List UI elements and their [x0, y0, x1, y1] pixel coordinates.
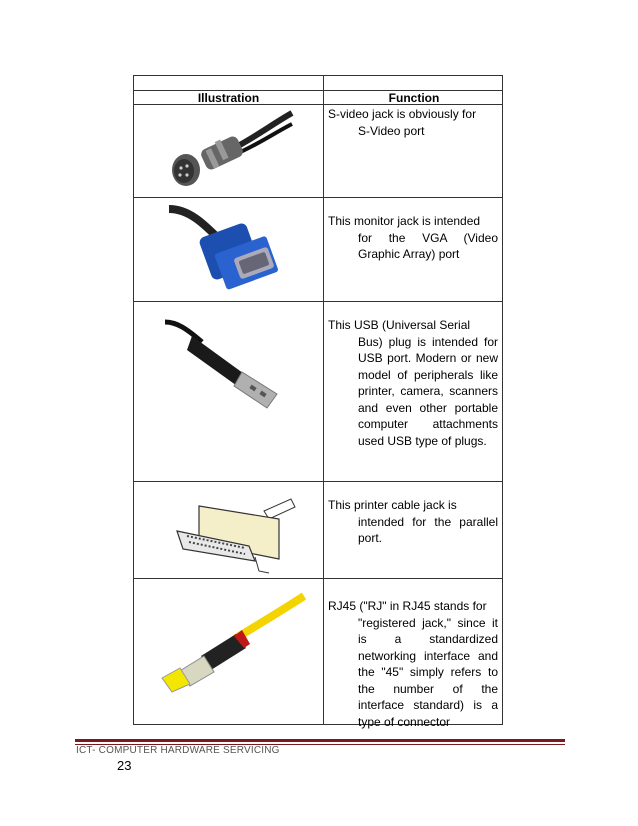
column-divider — [323, 76, 324, 724]
cable-function-table — [133, 75, 503, 729]
function-cell-usb: This USB (Universal Serial Bus) plug is intended for USB port. Modern or new model of peripherals like printer, camera, scanners and even other portable computer attachments used USB type of plugs. — [328, 318, 498, 448]
function-cell-svideo: S-video jack is obviously for S-Video port — [328, 107, 477, 138]
vga-cable-image — [164, 204, 294, 296]
usb-cable-image — [162, 314, 302, 414]
footer-rule-thick — [75, 739, 565, 742]
header-function: Function — [388, 91, 440, 105]
row-divider — [134, 197, 502, 198]
row-divider — [134, 481, 502, 482]
function-cell-vga: This monitor jack is intended for the VGA (Video Graphic Array) port — [328, 214, 498, 261]
parallel-printer-cable-image — [169, 491, 299, 576]
row-divider — [134, 301, 502, 302]
function-cell-rj45: RJ45 ("RJ" in RJ45 stands for "registered jack," since it is a standardized networking interface and the "45" simply refers to the number of the interface standard) is a type of connector — [328, 599, 498, 729]
row-divider — [134, 578, 502, 579]
footer-label: ICT- COMPUTER HARDWARE SERVICING — [76, 745, 280, 756]
rj45-cable-image — [156, 586, 306, 696]
page-number: 23 — [117, 758, 132, 773]
function-cell-parallel: This printer cable jack is intended for the parallel port. — [328, 498, 498, 545]
s-video-cable-image — [164, 108, 294, 193]
header-illustration: Illustration — [197, 91, 260, 105]
